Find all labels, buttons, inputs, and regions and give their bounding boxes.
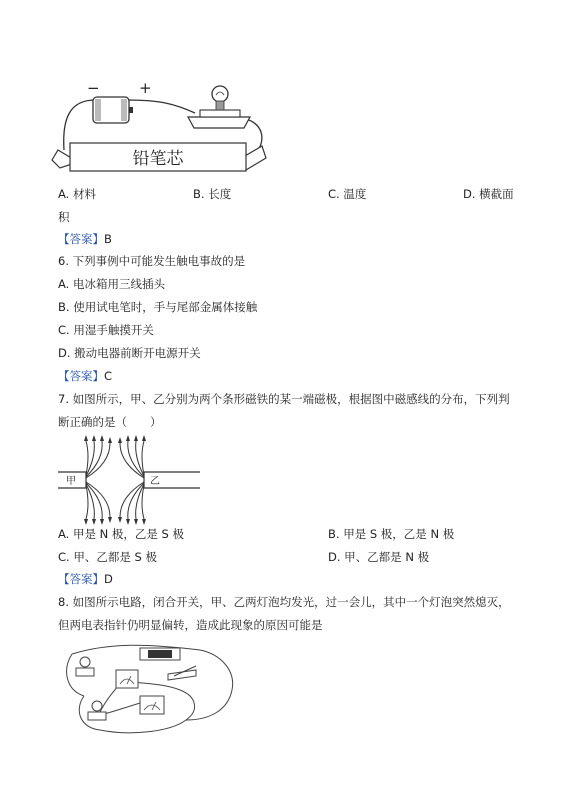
q7-stem-line1: 7. 如图所示，甲、乙分别为两个条形磁铁的某一端磁极，根据图中磁感线的分布，下列判 — [58, 392, 510, 406]
lamp-2-icon — [92, 701, 102, 711]
lamp-1-icon — [80, 657, 90, 667]
bulb-icon — [212, 86, 228, 102]
q5-option-d: D. 横截面 — [463, 187, 514, 201]
q7-answer — [58, 571, 113, 587]
q8-circuit-figure — [0, 640, 573, 740]
answer-value: C — [104, 369, 113, 383]
answer-tag: 【答案】 — [58, 572, 104, 586]
q7-option-b: B. 甲是 S 极，乙是 N 极 — [328, 527, 455, 541]
q7-option-a: A. 甲是 N 极，乙是 S 极 — [58, 527, 184, 541]
bulb-holder-icon — [188, 117, 250, 128]
battery-minus-sign: − — [87, 79, 100, 97]
q8-stem-line2: 但两电表指针仍明显偏转，造成此现象的原因可能是 — [58, 618, 323, 632]
q8-stem-line1: 8. 如图所示电路，闭合开关，甲、乙两灯泡均发光，过一会儿，其中一个灯泡突然熄灭， — [58, 595, 510, 609]
q5-circuit-figure — [0, 0, 573, 190]
answer-value: B — [104, 232, 112, 246]
q5-option-a: A. 材料 — [58, 187, 96, 201]
q5-option-b: B. 长度 — [193, 187, 232, 201]
lamp-holder-2-icon — [88, 712, 106, 720]
q5-option-c: C. 温度 — [328, 187, 367, 201]
q6-option-a: A. 电冰箱用三线插头 — [58, 277, 165, 291]
switch-icon — [168, 670, 196, 680]
q7-option-c: C. 甲、乙都是 S 极 — [58, 550, 157, 564]
q7-option-d: D. 甲、乙都是 N 极 — [328, 550, 430, 564]
q7-magnet-figure — [0, 435, 573, 525]
answer-tag: 【答案】 — [58, 369, 104, 383]
q6-option-b: B. 使用试电笔时，手与尾部金属体接触 — [58, 300, 258, 314]
answer-tag: 【答案】 — [58, 232, 104, 246]
q6-answer — [58, 368, 112, 384]
q5-option-d-continuation: 积 — [58, 210, 70, 224]
magnet-left-label: 甲 — [66, 476, 76, 487]
q6-stem: 6. 下列事例中可能发生触电事故的是 — [58, 254, 246, 268]
q7-stem-line2: 断正确的是（ ） — [58, 415, 162, 429]
magnet-right-label: 乙 — [150, 476, 160, 487]
q6-option-c: C. 用湿手触摸开关 — [58, 323, 154, 337]
q6-option-d: D. 搬动电器前断开电源开关 — [58, 346, 201, 360]
q5-answer — [58, 231, 112, 247]
pencil-lead-label: 铅笔芯 — [132, 149, 184, 169]
battery-plus-sign: + — [139, 79, 152, 97]
lamp-holder-1-icon — [76, 668, 94, 676]
answer-value: D — [104, 572, 113, 586]
